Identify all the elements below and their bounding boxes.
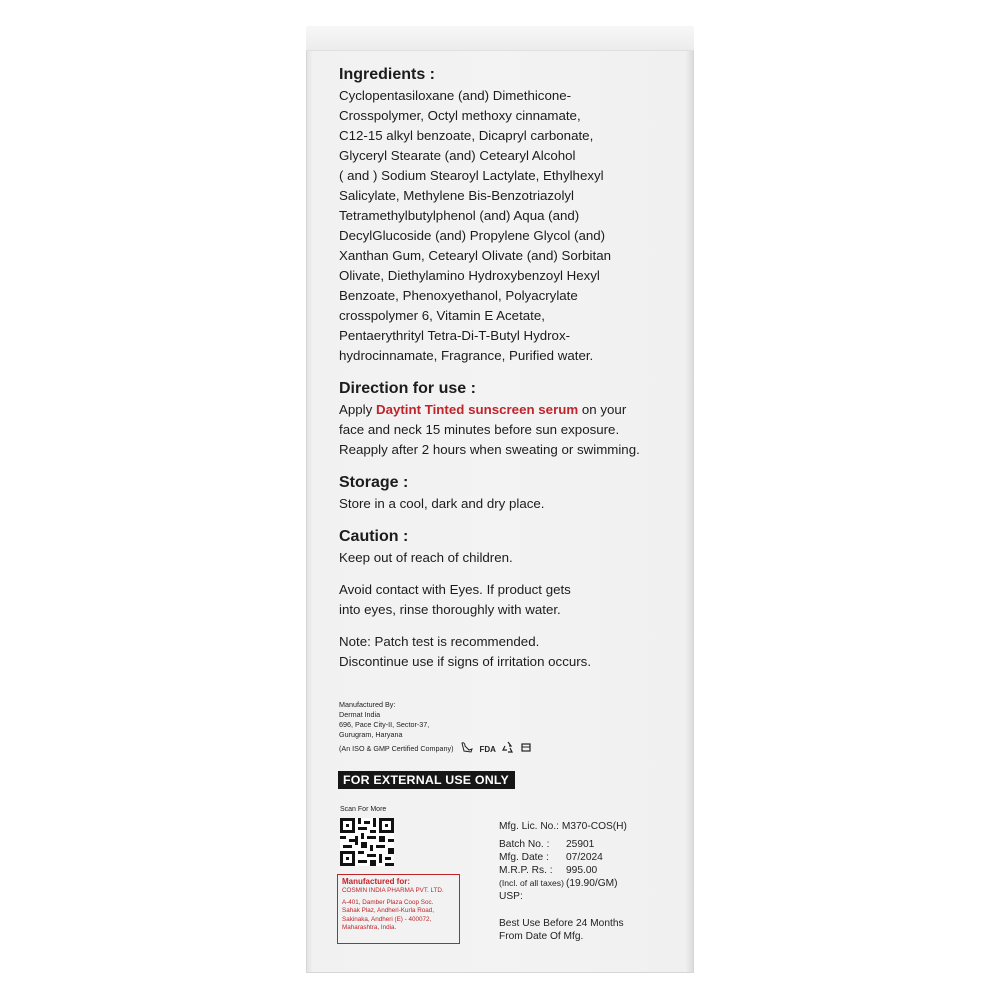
taxes-row — [499, 877, 689, 890]
batch-label: Batch No. : — [499, 839, 550, 850]
caution-line: Keep out of reach of children. — [339, 550, 513, 565]
best-before-line: From Date Of Mfg. — [499, 931, 584, 942]
manufactured-for-address: Maharashtra, India. — [342, 924, 397, 932]
ingredients-line: DecylGlucoside (and) Propylene Glycol (and) — [339, 228, 606, 243]
ingredients-line: Pentaerythrityl Tetra-Di-T-Butyl Hydrox- — [339, 328, 571, 343]
manufacturer-address: 696, Pace City-II, Sector-37, — [339, 720, 430, 729]
per-gram-price: (19.90/GM) — [566, 878, 618, 889]
qr-code[interactable] — [340, 818, 394, 866]
ingredients-line: hydrocinnamate, Fragrance, Purified water. — [339, 348, 594, 363]
manufactured-for-company: COSMIN INDIA PHARMA PVT. LTD. — [342, 887, 444, 894]
batch-row — [499, 838, 689, 851]
ingredients-line: Tetramethylbutylphenol (and) Aqua (and) — [339, 208, 580, 223]
mfg-date-label: Mfg. Date : — [499, 852, 549, 863]
scan-label: Scan For More — [340, 806, 387, 813]
ingredients-line: Benzoate, Phenoxyethanol, Polyacrylate — [339, 288, 578, 303]
direction-line — [339, 400, 684, 420]
mfg-date-row — [499, 851, 689, 864]
fda-icon: FDA — [479, 744, 496, 754]
batch-value: 25901 — [566, 839, 595, 850]
certification-text: (An ISO & GMP Certified Company) — [339, 744, 454, 753]
ingredients-line: Crosspolymer, Octyl methoxy cinnamate, — [339, 108, 581, 123]
certification-row — [339, 740, 589, 758]
direction-suffix: on your — [578, 402, 627, 417]
packaging-icon — [520, 740, 532, 758]
note-line: Discontinue use if signs of irritation occurs. — [339, 654, 592, 669]
storage-text: Store in a cool, dark and dry place. — [339, 496, 545, 511]
best-before — [499, 917, 689, 943]
license-number: Mfg. Lic. No.: M370-COS(H) — [499, 821, 627, 832]
best-before-line: Best Use Before 24 Months — [499, 918, 624, 929]
ingredients-line: ( and ) Sodium Stearoyl Lactylate, Ethylhexyl — [339, 168, 604, 183]
mfg-date-value: 07/2024 — [566, 852, 603, 863]
box-top-flap — [306, 26, 694, 51]
caution-heading: Caution : — [339, 528, 409, 545]
manufactured-for-title: Manufactured for: — [342, 877, 410, 886]
manufacturer-block — [339, 700, 589, 758]
mrp-value: 995.00 — [566, 865, 598, 876]
ingredients-line: Glyceryl Stearate (and) Cetearyl Alcohol — [339, 148, 576, 163]
note-line: Note: Patch test is recommended. — [339, 634, 540, 649]
mrp-row — [499, 864, 689, 877]
direction-line: Reapply after 2 hours when sweating or swimming. — [339, 442, 640, 457]
ingredients-line: crosspolymer 6, Vitamin E Acetate, — [339, 308, 545, 323]
manufacturer-address: Gurugram, Haryana — [339, 730, 403, 739]
direction-heading: Direction for use : — [339, 380, 476, 397]
ingredients-line: C12-15 alkyl benzoate, Dicapryl carbonate, — [339, 128, 594, 143]
cruelty-free-icon — [460, 740, 474, 758]
product-name: Daytint Tinted sunscreen serum — [375, 402, 579, 417]
usp-label: USP: — [499, 891, 523, 902]
batch-details — [499, 820, 689, 943]
recycle-icon — [502, 740, 514, 758]
direction-line: face and neck 15 minutes before sun exposure. — [339, 422, 620, 437]
ingredients-heading: Ingredients : — [339, 66, 436, 83]
taxes-label: (Incl. of all taxes) — [499, 878, 564, 888]
ingredients-line: Cyclopentasiloxane (and) Dimethicone- — [339, 88, 572, 103]
storage-heading: Storage : — [339, 474, 409, 491]
label-text-panel — [339, 64, 684, 672]
manufacturer-name: Dermat India — [339, 710, 381, 719]
manufactured-for-box — [337, 874, 460, 944]
caution-line: into eyes, rinse thoroughly with water. — [339, 602, 561, 617]
manufacturer-label: Manufactured By: — [339, 700, 396, 709]
usp-row — [499, 890, 689, 903]
external-use-banner: FOR EXTERNAL USE ONLY — [338, 771, 515, 789]
ingredients-line: Olivate, Diethylamino Hydroxybenzoyl Hexyl — [339, 268, 600, 283]
manufactured-for-address: A-401, Damber Plaza Coop Soc. — [342, 898, 434, 906]
ingredients-line: Xanthan Gum, Cetearyl Olivate (and) Sorbitan — [339, 248, 611, 263]
mrp-label: M.R.P. Rs. : — [499, 865, 553, 876]
manufactured-for-address: Sakinaka, Andheri (E) - 400072, — [342, 915, 432, 923]
direction-prefix: Apply — [339, 402, 376, 417]
caution-line: Avoid contact with Eyes. If product gets — [339, 582, 571, 597]
ingredients-list — [339, 86, 684, 366]
manufactured-for-address: Sahak Plaz, Andheri-Kurla Road, — [342, 907, 435, 915]
ingredients-line: Salicylate, Methylene Bis-Benzotriazolyl — [339, 188, 575, 203]
